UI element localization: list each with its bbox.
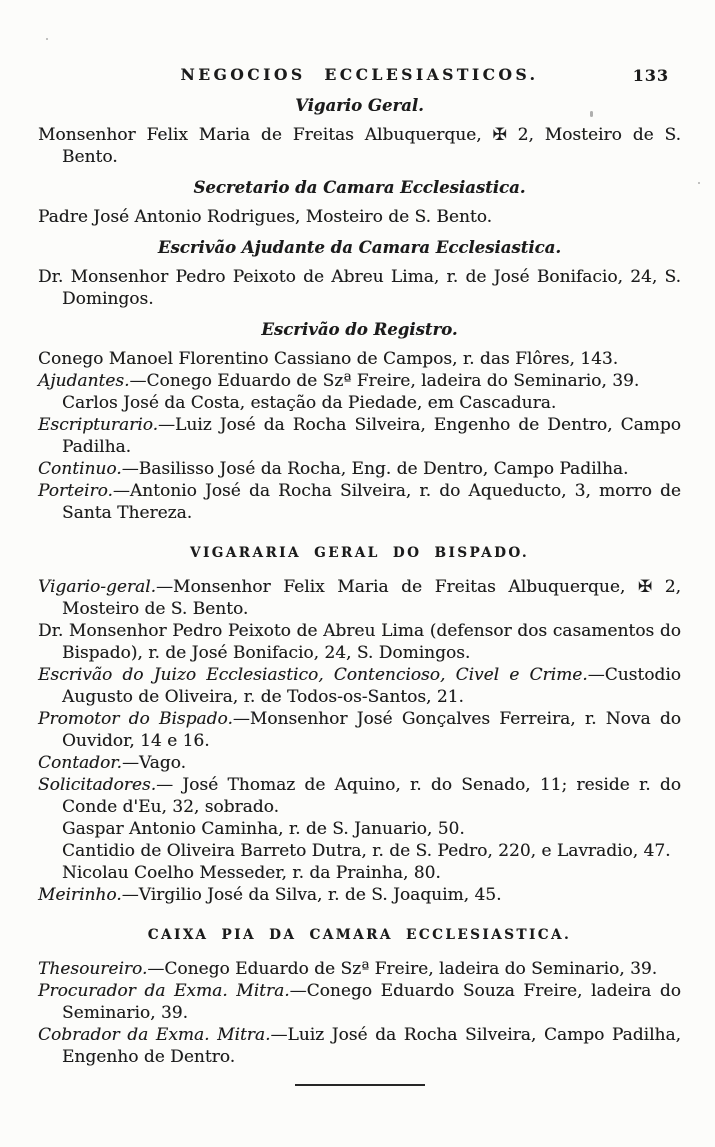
- directory-entry: [38, 840, 681, 862]
- entry-role: Thesoureiro.: [38, 959, 148, 979]
- directory-entry: [38, 1024, 681, 1068]
- running-header-title: NEGOCIOS ECCLESIASTICOS.: [180, 65, 539, 84]
- directory-entry: [38, 348, 681, 370]
- section-vigario-geral: [38, 95, 681, 168]
- section-heading: Escrivão do Registro.: [261, 320, 458, 339]
- directory-entry: [38, 980, 681, 1024]
- entry-text: —Virgilio José da Silva, r. de S. Joaquim, 45.: [121, 885, 502, 905]
- directory-entry: [38, 370, 681, 392]
- entry-text: —Conego Eduardo Souza Freire, ladeira do Seminario, 39.: [62, 981, 681, 1023]
- page-number: 133: [632, 66, 669, 85]
- directory-entry: [38, 884, 681, 906]
- entry-role: Escripturario.: [38, 415, 159, 435]
- section-heading: CAIXA PIA DA CAMARA ECCLESIASTICA.: [147, 927, 572, 943]
- directory-entry: [38, 458, 681, 480]
- entry-text: Dr. Monsenhor Pedro Peixoto de Abreu Lima, r. de José Bonifacio, 24, S. Domingos.: [38, 267, 681, 309]
- entry-text: Cantidio de Oliveira Barreto Dutra, r. de S. Pedro, 220, e Lavradio, 47.: [62, 841, 671, 861]
- entry-role: Promotor do Bispado.: [38, 709, 233, 729]
- directory-entry: [38, 958, 681, 980]
- directory-entry: [38, 124, 681, 168]
- entry-text: Carlos José da Costa, estação da Piedade, em Cascadura.: [62, 393, 557, 413]
- entry-role: Vigario-geral.: [38, 577, 157, 597]
- directory-entry: [38, 266, 681, 310]
- entry-text: —Monsenhor José Gonçalves Ferreira, r. Nova do Ouvidor, 14 e 16.: [62, 709, 682, 751]
- section-heading: VIGARARIA GERAL DO BISPADO.: [189, 545, 530, 561]
- entry-role: Cobrador da Exma. Mitra.: [38, 1025, 271, 1045]
- section-heading: Escrivão Ajudante da Camara Ecclesiastica.: [157, 238, 562, 257]
- directory-entry: [38, 414, 681, 458]
- directory-entry: [38, 708, 681, 752]
- entry-text: —Monsenhor Felix Maria de Freitas Albuquerque, ✠ 2, Mosteiro de S. Bento.: [62, 577, 681, 619]
- entry-text: —Antonio José da Rocha Silveira, r. do Aqueducto, 3, morro de Santa Thereza.: [62, 481, 681, 523]
- section-divider-rule: [295, 1084, 425, 1086]
- scan-speck: [46, 38, 48, 40]
- entry-text: —Custodio Augusto de Oliveira, r. de Todos-os-Santos, 21.: [62, 665, 681, 707]
- section-escrivao-registro: [38, 319, 681, 524]
- entry-text: —Luiz José da Rocha Silveira, Campo Padilha, Engenho de Dentro.: [62, 1025, 681, 1067]
- directory-entry: [38, 620, 681, 664]
- entry-text: Conego Manoel Florentino Cassiano de Campos, r. das Flôres, 143.: [38, 349, 619, 369]
- entry-role: Solicitadores.: [38, 775, 157, 795]
- section-heading: Secretario da Camara Ecclesiastica.: [193, 178, 526, 197]
- section-heading: Vigario Geral.: [295, 96, 424, 115]
- entry-text: —Basilisso José da Rocha, Eng. de Dentro, Campo Padilha.: [121, 459, 629, 479]
- entry-text: Gaspar Antonio Caminha, r. de S. Januario, 50.: [62, 819, 465, 839]
- directory-entry: [38, 664, 681, 708]
- entry-role: Procurador da Exma. Mitra.: [38, 981, 290, 1001]
- entry-role: Continuo.: [38, 459, 122, 479]
- page-header: [38, 64, 681, 86]
- directory-entry: [38, 206, 681, 228]
- scan-speck: [590, 111, 593, 117]
- section-secretario-camara: [38, 177, 681, 228]
- entry-role: Meirinho.: [38, 885, 122, 905]
- entry-text: —Conego Eduardo de Szª Freire, ladeira do Seminario, 39.: [129, 371, 640, 391]
- entry-role: Ajudantes.: [38, 371, 130, 391]
- section-vigararia-geral-bispado: [38, 542, 681, 906]
- directory-entry: [38, 774, 681, 818]
- entry-text: Dr. Monsenhor Pedro Peixoto de Abreu Lima (defensor dos casamentos do Bispado), r. de José Bonifacio, 24, S. Domingos.: [38, 621, 681, 663]
- directory-entry: [38, 480, 681, 524]
- directory-entry: [38, 752, 681, 774]
- entry-role: Contador.: [38, 753, 122, 773]
- directory-entry: [38, 862, 681, 884]
- entry-text: —Vago.: [121, 753, 187, 773]
- entry-role: Porteiro.: [38, 481, 113, 501]
- directory-entry: [38, 818, 681, 840]
- directory-entry: [38, 392, 681, 414]
- scan-speck: [698, 182, 700, 184]
- entry-text: Padre José Antonio Rodrigues, Mosteiro de S. Bento.: [38, 207, 493, 227]
- entry-text: — José Thomaz de Aquino, r. do Senado, 11; reside r. do Conde d'Eu, 32, sobrado.: [62, 775, 681, 817]
- entry-text: —Luiz José da Rocha Silveira, Engenho de Dentro, Campo Padilha.: [62, 415, 681, 457]
- directory-entry: [38, 576, 681, 620]
- entry-text: Monsenhor Felix Maria de Freitas Albuquerque, ✠ 2, Mosteiro de S. Bento.: [38, 125, 681, 167]
- entry-text: —Conego Eduardo de Szª Freire, ladeira do Seminario, 39.: [147, 959, 658, 979]
- entry-role: Escrivão do Juizo Ecclesiastico, Contencioso, Civel e Crime.: [38, 665, 588, 685]
- section-caixa-pia: [38, 924, 681, 1068]
- entry-text: Nicolau Coelho Messeder, r. da Prainha, 80.: [62, 863, 441, 883]
- section-escrivao-ajudante: [38, 237, 681, 310]
